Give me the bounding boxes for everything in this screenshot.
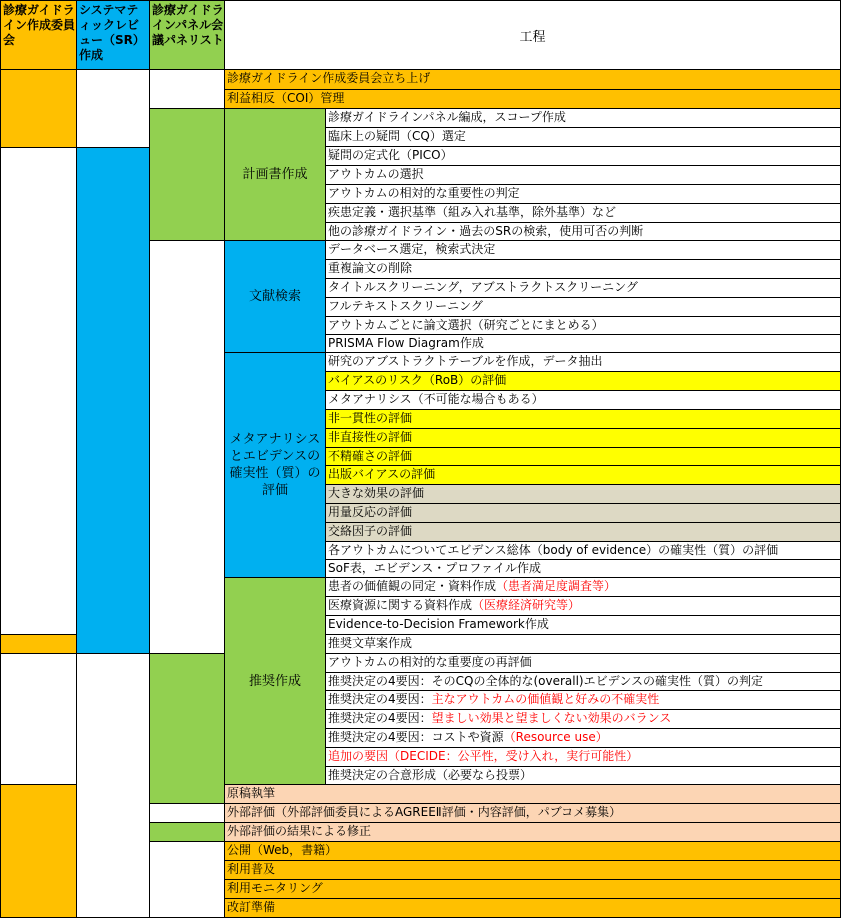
step-meta-12: SoF表，エビデンス・プロファイル作成 bbox=[325, 559, 841, 578]
step-meta-7: 出版バイアスの評価 bbox=[325, 465, 841, 485]
step-planning-1: 診療ガイドラインパネル編成，スコープ作成 bbox=[325, 108, 841, 128]
sr-blank-2 bbox=[76, 653, 150, 918]
panel-blank-3 bbox=[149, 803, 225, 823]
group-meta-label-4: 評価 bbox=[261, 483, 288, 498]
step-meta-3: メタアナリシス（不可能な場合もある） bbox=[325, 390, 841, 410]
panel-bar-recommend bbox=[149, 653, 225, 804]
step-search-5: アウトカムごとに論文選択（研究ごとにまとめる） bbox=[325, 316, 841, 335]
row-publication: 公開（Web，書籍） bbox=[224, 841, 841, 861]
step-meta-5: 非直接性の評価 bbox=[325, 428, 841, 448]
panel-bar-plan bbox=[149, 108, 225, 241]
step-rec-7-text: 推奨決定の4要因： bbox=[328, 692, 432, 706]
step-rec-1-text: 患者の価値観の同定・資料作成 bbox=[328, 579, 497, 593]
step-rec-5: アウトカムの相対的な重要度の再評価 bbox=[325, 653, 841, 673]
step-meta-4: 非一貫性の評価 bbox=[325, 409, 841, 429]
header-committee: 診療ガイドライン作成委員会 bbox=[0, 0, 77, 70]
header-sr: システマティックレビュー（SR）作成 bbox=[76, 0, 150, 70]
step-rec-10-note: 追加の要因（DECIDE：公平性，受け入れ，実行可能性） bbox=[328, 749, 639, 763]
sr-bar bbox=[76, 147, 150, 654]
committee-bar-draft bbox=[0, 634, 77, 654]
group-recommendation bbox=[224, 577, 326, 785]
step-rec-1-note: （患者満足度調査等） bbox=[496, 579, 617, 593]
step-rec-9 bbox=[325, 728, 841, 748]
group-planning bbox=[224, 108, 326, 241]
step-search-3: タイトルスクリーニング，アブストラクトスクリーニング bbox=[325, 278, 841, 298]
step-rec-7 bbox=[325, 690, 841, 710]
row-update-prep: 改訂準備 bbox=[224, 898, 841, 918]
committee-blank-2 bbox=[0, 653, 77, 785]
step-planning-3: 疑問の定式化（PICO） bbox=[325, 146, 841, 166]
step-meta-10: 交絡因子の評価 bbox=[325, 522, 841, 542]
step-meta-8: 大きな効果の評価 bbox=[325, 484, 841, 504]
row-manuscript: 原稿執筆 bbox=[224, 784, 841, 804]
group-planning-label: 計画書作成 bbox=[242, 167, 308, 182]
step-planning-4: アウトカムの選択 bbox=[325, 165, 841, 185]
step-meta-11: 各アウトカムについてエビデンス総体（body of evidence）の確実性（質）の評価 bbox=[325, 541, 841, 560]
step-rec-9-note: （Resource use） bbox=[503, 730, 608, 744]
step-rec-11: 推奨決定の合意形成（必要なら投票） bbox=[325, 766, 841, 785]
step-rec-2 bbox=[325, 596, 841, 616]
step-rec-1 bbox=[325, 577, 841, 597]
step-meta-1: 研究のアブストラクトテーブルを作成，データ抽出 bbox=[325, 352, 841, 372]
step-rec-10 bbox=[325, 747, 841, 767]
panel-blank-4 bbox=[149, 841, 225, 918]
step-rec-8 bbox=[325, 709, 841, 729]
step-rec-7-note: 主なアウトカムの価値観と好みの不確実性 bbox=[431, 692, 660, 706]
row-coi: 利益相反（COI）管理 bbox=[224, 89, 841, 109]
step-search-4: フルテキストスクリーニング bbox=[325, 297, 841, 317]
group-recommendation-label: 推奨作成 bbox=[248, 673, 301, 689]
sr-blank-1 bbox=[76, 69, 150, 148]
step-meta-6: 不精確さの評価 bbox=[325, 447, 841, 466]
header-process: 工程 bbox=[224, 0, 841, 70]
group-meta-label-3: 確実性（質）の bbox=[229, 466, 321, 481]
step-rec-3: Evidence-to-Decision Framework作成 bbox=[325, 615, 841, 635]
step-rec-8-note: 望ましい効果と望ましくない効果のバランス bbox=[431, 711, 672, 725]
row-external-review: 外部評価（外部評価委員によるAGREEⅡ評価・内容評価，パブコメ募集） bbox=[224, 803, 841, 823]
step-planning-5: アウトカムの相対的な重要性の判定 bbox=[325, 184, 841, 204]
group-meta-label-2: とエビデンスの bbox=[229, 449, 321, 464]
step-rec-8-text: 推奨決定の4要因： bbox=[328, 711, 432, 725]
step-planning-6: 疾患定義・選択基準（組み入れ基準，除外基準）など bbox=[325, 203, 841, 223]
row-committee-setup: 診療ガイドライン作成委員会立ち上げ bbox=[224, 69, 841, 90]
step-meta-2: バイアスのリスク（RoB）の評価 bbox=[325, 371, 841, 391]
group-literature-search bbox=[224, 240, 326, 353]
row-monitoring: 利用モニタリング bbox=[224, 879, 841, 899]
panel-bar-revise bbox=[149, 822, 225, 842]
panel-blank-2 bbox=[149, 240, 225, 654]
group-meta-label-1: メタアナリシス bbox=[229, 432, 321, 447]
step-rec-4: 推奨文草案作成 bbox=[325, 634, 841, 654]
step-search-2: 重複論文の削除 bbox=[325, 259, 841, 279]
committee-blank-1 bbox=[0, 147, 77, 635]
step-planning-2: 臨床上の疑問（CQ）選定 bbox=[325, 127, 841, 147]
committee-bar-final bbox=[0, 784, 77, 918]
step-rec-2-note: （医療経済研究等） bbox=[472, 598, 581, 612]
step-search-6: PRISMA Flow Diagram作成 bbox=[325, 334, 841, 353]
step-rec-6: 推奨決定の4要因：そのCQの全体的な(overall)エビデンスの確実性（質）の判定 bbox=[325, 672, 841, 691]
committee-bar-setup bbox=[0, 69, 77, 148]
header-panel: 診療ガイドラインパネル会議パネリスト bbox=[149, 0, 225, 70]
step-rec-2-text: 医療資源に関する資料作成 bbox=[328, 598, 473, 612]
step-search-1: データベース選定，検索式決定 bbox=[325, 240, 841, 260]
group-meta-analysis bbox=[224, 352, 326, 578]
step-planning-7: 他の診療ガイドライン・過去のSRの検索，使用可否の判断 bbox=[325, 222, 841, 241]
step-rec-9-text: 推奨決定の4要因：コストや資源 bbox=[328, 730, 504, 744]
row-dissemination: 利用普及 bbox=[224, 860, 841, 880]
panel-blank-1 bbox=[149, 69, 225, 109]
row-revision: 外部評価の結果による修正 bbox=[224, 822, 841, 842]
step-meta-9: 用量反応の評価 bbox=[325, 503, 841, 523]
group-literature-search-label: 文献検索 bbox=[248, 289, 301, 304]
